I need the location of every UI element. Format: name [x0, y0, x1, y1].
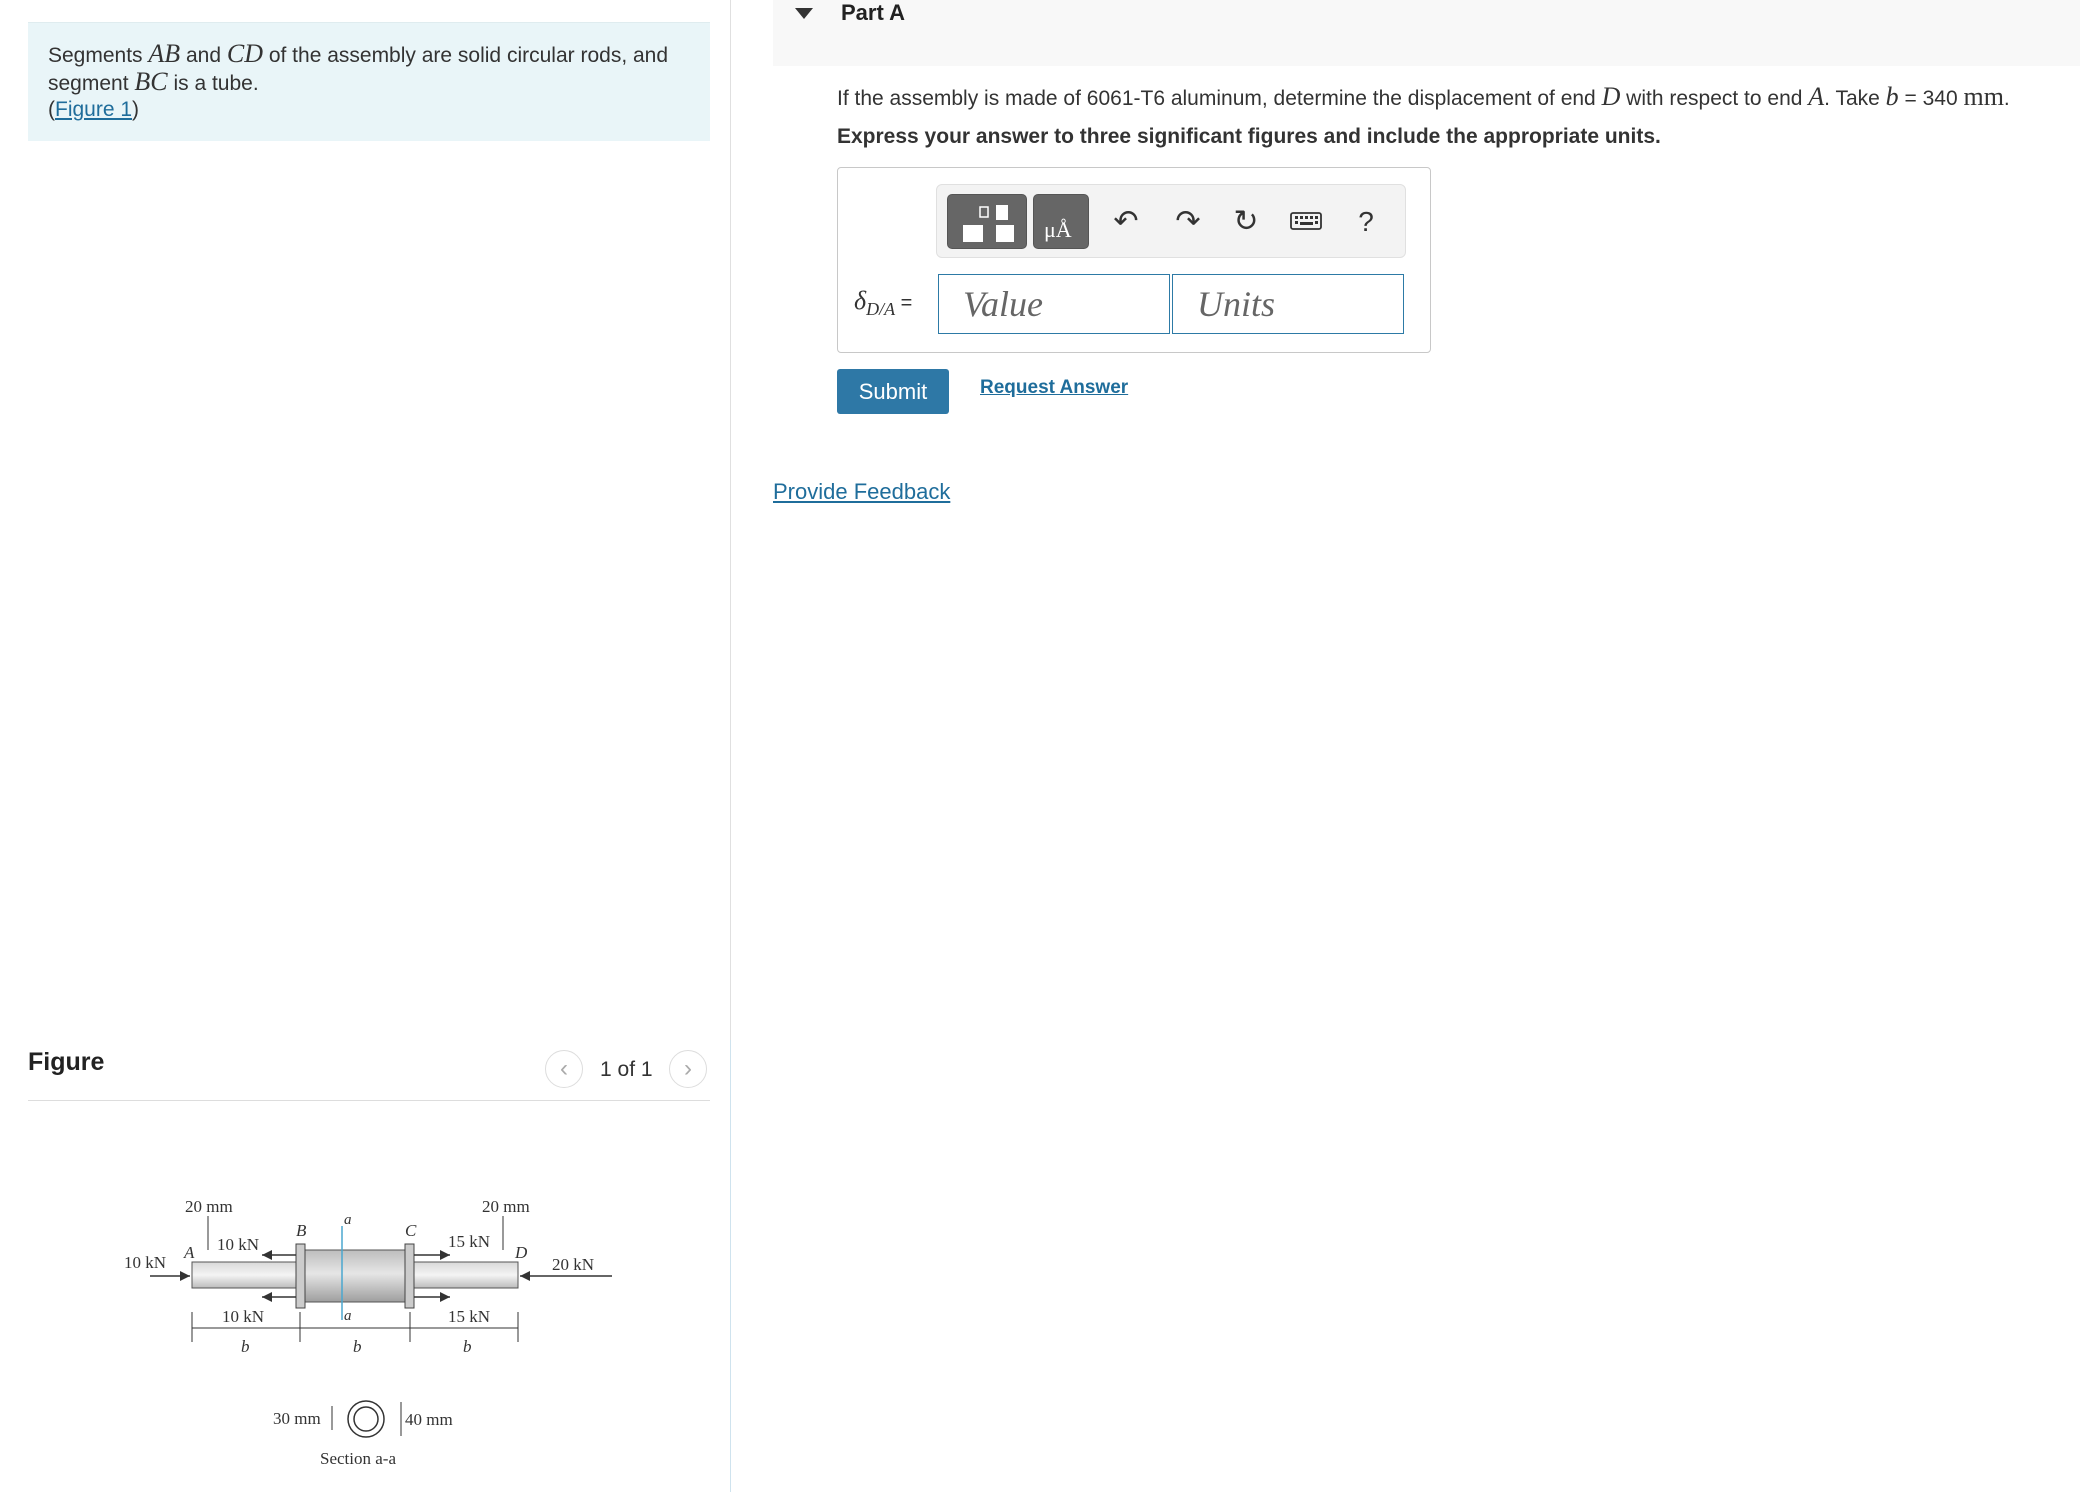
- equals-sign: =: [895, 292, 913, 314]
- question-part: . Take: [1824, 87, 1886, 110]
- problem-intro: [28, 22, 710, 141]
- units-input[interactable]: [1172, 274, 1404, 334]
- figure-link[interactable]: Figure 1: [55, 98, 133, 121]
- var-b: b: [1885, 82, 1899, 111]
- help-button[interactable]: ?: [1358, 206, 1374, 237]
- question-part: .: [2003, 87, 2010, 110]
- section-top-label: a: [344, 1212, 352, 1228]
- answer-instruction: Express your answer to three significant figures and include the appropriate units.: [837, 125, 1661, 148]
- delta-symbol: δ: [854, 286, 867, 315]
- dim-right-label: 20 mm: [482, 1197, 530, 1216]
- intro-text-part: is a tube.: [167, 72, 259, 95]
- segment-bc: BC: [134, 67, 168, 96]
- reset-icon: ↻: [1233, 205, 1259, 238]
- tube-bc: [300, 1250, 410, 1302]
- templates-icon: [948, 195, 1026, 248]
- intro-text: [48, 41, 698, 123]
- point-c-label: C: [405, 1221, 417, 1240]
- part-header[interactable]: [773, 0, 2080, 66]
- value-input[interactable]: [938, 274, 1170, 334]
- units-icon: μÅ: [1044, 217, 1072, 242]
- section-bottom-label: a: [344, 1308, 352, 1324]
- undo-icon: ↶: [1113, 205, 1139, 238]
- arrowhead: [440, 1250, 450, 1260]
- undo-button[interactable]: [1109, 205, 1143, 239]
- prev-figure-button[interactable]: [545, 1050, 583, 1088]
- load-c-top-label: 15 kN: [448, 1232, 491, 1251]
- answer-label: [854, 286, 912, 320]
- figure-pager: 1 of 1: [600, 1058, 653, 1081]
- point-a-label: A: [184, 1243, 195, 1262]
- unit-mm: mm: [1963, 82, 2004, 111]
- paren: (: [48, 98, 55, 121]
- redo-button[interactable]: [1171, 205, 1205, 239]
- intro-text-part: of the assembly are solid circular rods, and segment: [48, 44, 669, 95]
- length-b3-label: b: [463, 1337, 472, 1356]
- caret-down-icon[interactable]: [795, 8, 813, 19]
- part-title[interactable]: Part A: [841, 0, 905, 25]
- intro-text-part: and: [180, 44, 227, 67]
- figure-divider: [28, 1100, 710, 1101]
- flange-b: [296, 1244, 305, 1308]
- rod-ab: [192, 1262, 300, 1288]
- request-answer-link[interactable]: Request Answer: [980, 377, 1129, 398]
- chevron-left-icon: ‹: [560, 1055, 568, 1082]
- load-b-top-label: 10 kN: [217, 1235, 260, 1254]
- units-button[interactable]: [1033, 194, 1089, 249]
- dim-left-label: 20 mm: [185, 1197, 233, 1216]
- arrowhead: [520, 1271, 530, 1281]
- redo-icon: ↷: [1175, 205, 1201, 238]
- question-part: = 340: [1898, 87, 1964, 110]
- arrowhead: [262, 1250, 272, 1260]
- length-b1-label: b: [241, 1337, 250, 1356]
- length-b2-label: b: [353, 1337, 362, 1356]
- load-left-label: 10 kN: [124, 1253, 167, 1272]
- arrowhead: [180, 1271, 190, 1281]
- load-right-label: 20 kN: [552, 1255, 595, 1274]
- figure-heading: Figure: [28, 1048, 105, 1076]
- section-caption: Section a-a: [320, 1449, 396, 1468]
- outer-dim-label: 40 mm: [405, 1410, 453, 1429]
- segment-cd: CD: [226, 39, 263, 68]
- point-a: A: [1808, 82, 1825, 111]
- segment-ab: AB: [148, 39, 181, 68]
- inner-dim-label: 30 mm: [273, 1409, 321, 1428]
- question-part: with respect to end: [1620, 87, 1809, 110]
- assembly-diagram: [100, 1180, 640, 1480]
- provide-feedback-link[interactable]: Provide Feedback: [773, 479, 951, 504]
- paren: ): [132, 98, 140, 121]
- rod-cd: [410, 1262, 518, 1288]
- arrowhead: [262, 1292, 272, 1302]
- templates-button[interactable]: [947, 194, 1027, 249]
- question-part: If the assembly is made of 6061-T6 aluminum, determine the displacement of end: [837, 87, 1602, 110]
- reset-button[interactable]: [1229, 205, 1263, 239]
- keyboard-button[interactable]: [1289, 203, 1323, 237]
- point-d-label: D: [515, 1243, 528, 1262]
- submit-button[interactable]: Submit: [837, 369, 949, 414]
- load-c-bottom-label: 15 kN: [448, 1307, 491, 1326]
- point-b-label: B: [296, 1221, 307, 1240]
- next-figure-button[interactable]: [669, 1050, 707, 1088]
- point-d: D: [1601, 82, 1621, 111]
- keyboard-icon: [1289, 203, 1323, 237]
- intro-text-part: Segments: [48, 44, 149, 67]
- delta-subscript: D/A: [866, 299, 896, 320]
- tube-section-inner: [354, 1407, 378, 1431]
- math-toolbar: [936, 184, 1406, 258]
- chevron-right-icon: ›: [684, 1055, 692, 1082]
- load-b-bottom-label: 10 kN: [222, 1307, 265, 1326]
- flange-c: [405, 1244, 414, 1308]
- question-text: [837, 82, 2010, 112]
- arrowhead: [440, 1292, 450, 1302]
- panel-divider-accent: [730, 1040, 731, 1492]
